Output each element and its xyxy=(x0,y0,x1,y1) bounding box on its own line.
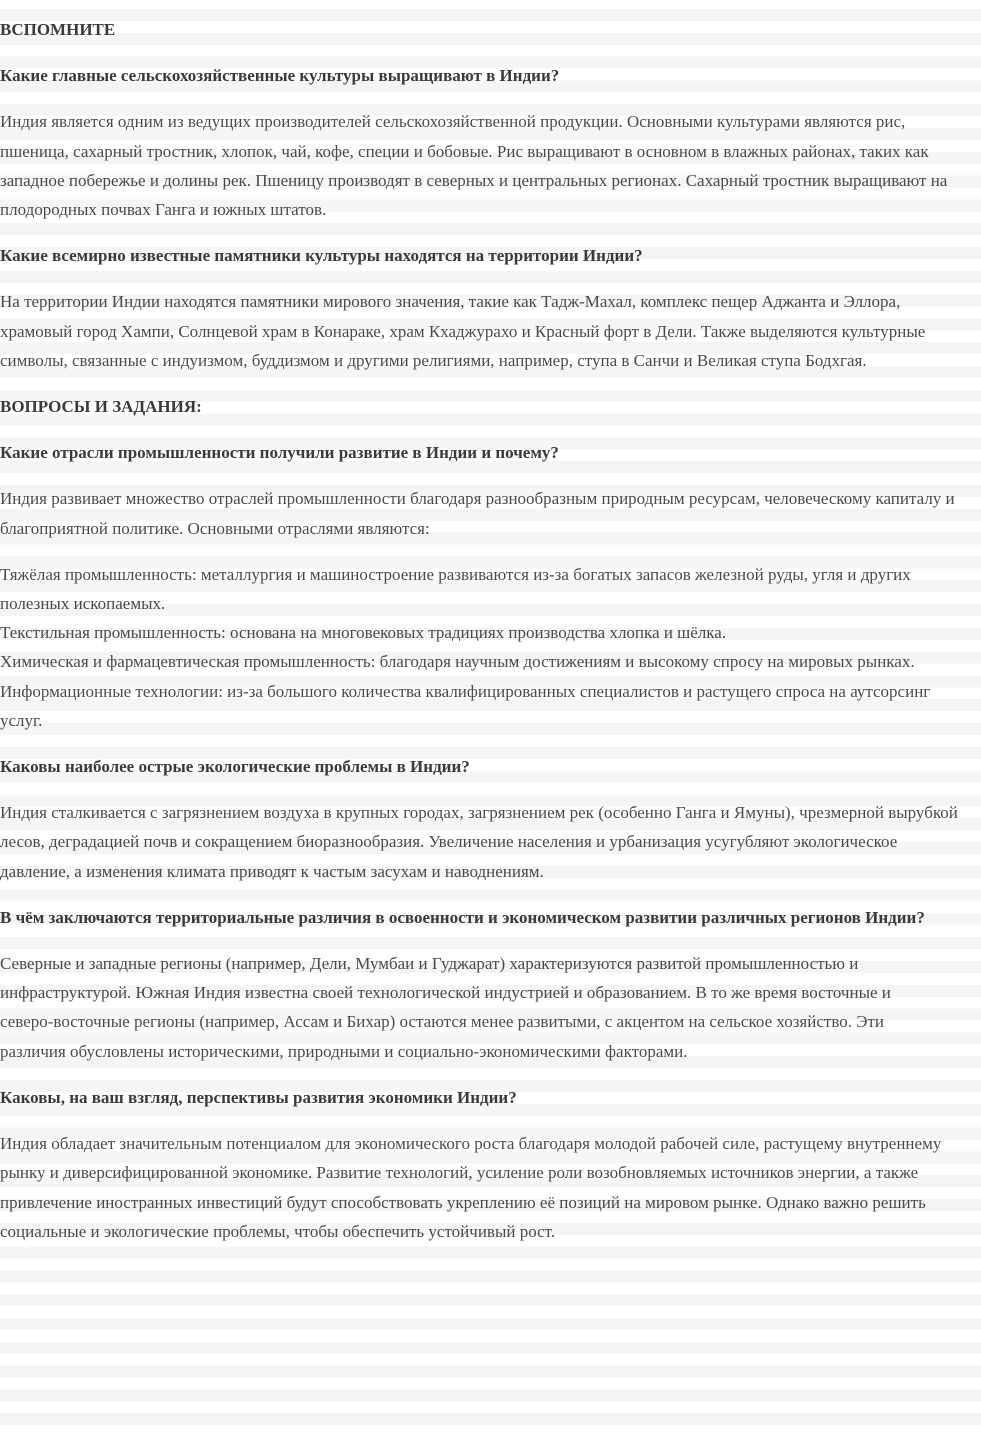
question-5: В чём заключаются территориальные различия в освоенности и экономическом развитии различных регионов Индии? xyxy=(0,907,925,927)
question-4: Каковы наиболее острые экологические проблемы в Индии? xyxy=(0,757,470,777)
question-3: Какие отрасли промышленности получили развитие в Индии и почему? xyxy=(0,443,559,463)
answer-6: Индия обладает значительным потенциалом для экономического роста благодаря молодой рабочей силе, растущему внутреннему рынку и диверсифицированной экономике. Развитие технологий, усиление роли возобновляемых источников энергии, а также привлечение иностранных инвестиций будут способствовать укреплению её позиций на мировом рынке. Однако важно решить социальные и экологические проблемы, чтобы обеспечить устойчивый рост. xyxy=(0,1134,942,1241)
question-6: Каковы, на ваш взгляд, перспективы развития экономики Индии? xyxy=(0,1087,517,1107)
answer-1: Индия является одним из ведущих производителей сельскохозяйственной продукции. Основными культурами являются рис, пшеница, сахарный тростник, хлопок, чай, кофе, специи и бобовые. Рис выращивают в основном в влажных районах, таких как западное побережье и долины рек. Пшеницу производят в северных и центральных регионах. Сахарный тростник выращивают на плодородных почвах Ганга и южных штатов. xyxy=(0,112,948,220)
section-title-questions: ВОПРОСЫ И ЗАДАНИЯ: xyxy=(0,397,202,417)
answer-2: На территории Индии находятся памятники мирового значения, такие как Тадж-Махал, комплекс пещер Аджанта и Эллора, храмовый город Хампи, Солнцевой храм в Конараке, храм Кхаджурахо и Красный форт в Дели. Также выделяются культурные символы, связанные с индуизмом, буддизмом и другими религиями, например, ступа в Санчи и Великая ступа Бодхгая. xyxy=(0,292,926,370)
section-title-remember: ВСПОМНИТЕ xyxy=(0,20,116,39)
question-2: Какие всемирно известные памятники культуры находятся на территории Индии? xyxy=(0,246,643,266)
list-item: Текстильная промышленность: основана на многовековых традициях производства хлопка и шёлка. xyxy=(0,623,727,643)
list-item: Тяжёлая промышленность: металлургия и машиностроение развиваются из-за богатых запасов железной руды, угля и других полезных ископаемых. xyxy=(0,564,911,614)
answer-4: Индия сталкивается с загрязнением воздуха в крупных городах, загрязнением рек (особенно Ганга и Ямуны), чрезмерной вырубкой лесов, деградацией почв и сокращением биоразнообразия. Увеличение населения и урбанизация усугубляют экологическое давление, а изменения климата приводят к частым засухам и наводнениям. xyxy=(0,803,958,881)
answer-5: Северные и западные регионы (например, Дели, Мумбаи и Гуджарат) характеризуются развитой промышленностью и инфраструктурой. Южная Индия известна своей технологической индустрией и образованием. В то же время восточные и северо-восточные регионы (например, Ассам и Бихар) остаются менее развитыми, с акцентом на сельское хозяйство. Эти различия обусловлены историческими, природными и социально-экономическими факторами. xyxy=(0,954,891,1061)
list-item: Химическая и фармацевтическая промышленность: благодаря научным достижениям и высокому спросу на мировых рынках. xyxy=(0,652,915,672)
list-item: Информационные технологии: из-за большого количества квалифицированных специалистов и растущего спроса на аутсорсинг услуг. xyxy=(0,681,931,730)
question-1: Какие главные сельскохозяйственные культуры выращивают в Индии? xyxy=(0,66,560,86)
answer-3: Индия развивает множество отраслей промышленности благодаря разнообразным природным ресурсам, человеческому капиталу и благоприятной политике. Основными отраслями являются: xyxy=(0,489,955,538)
